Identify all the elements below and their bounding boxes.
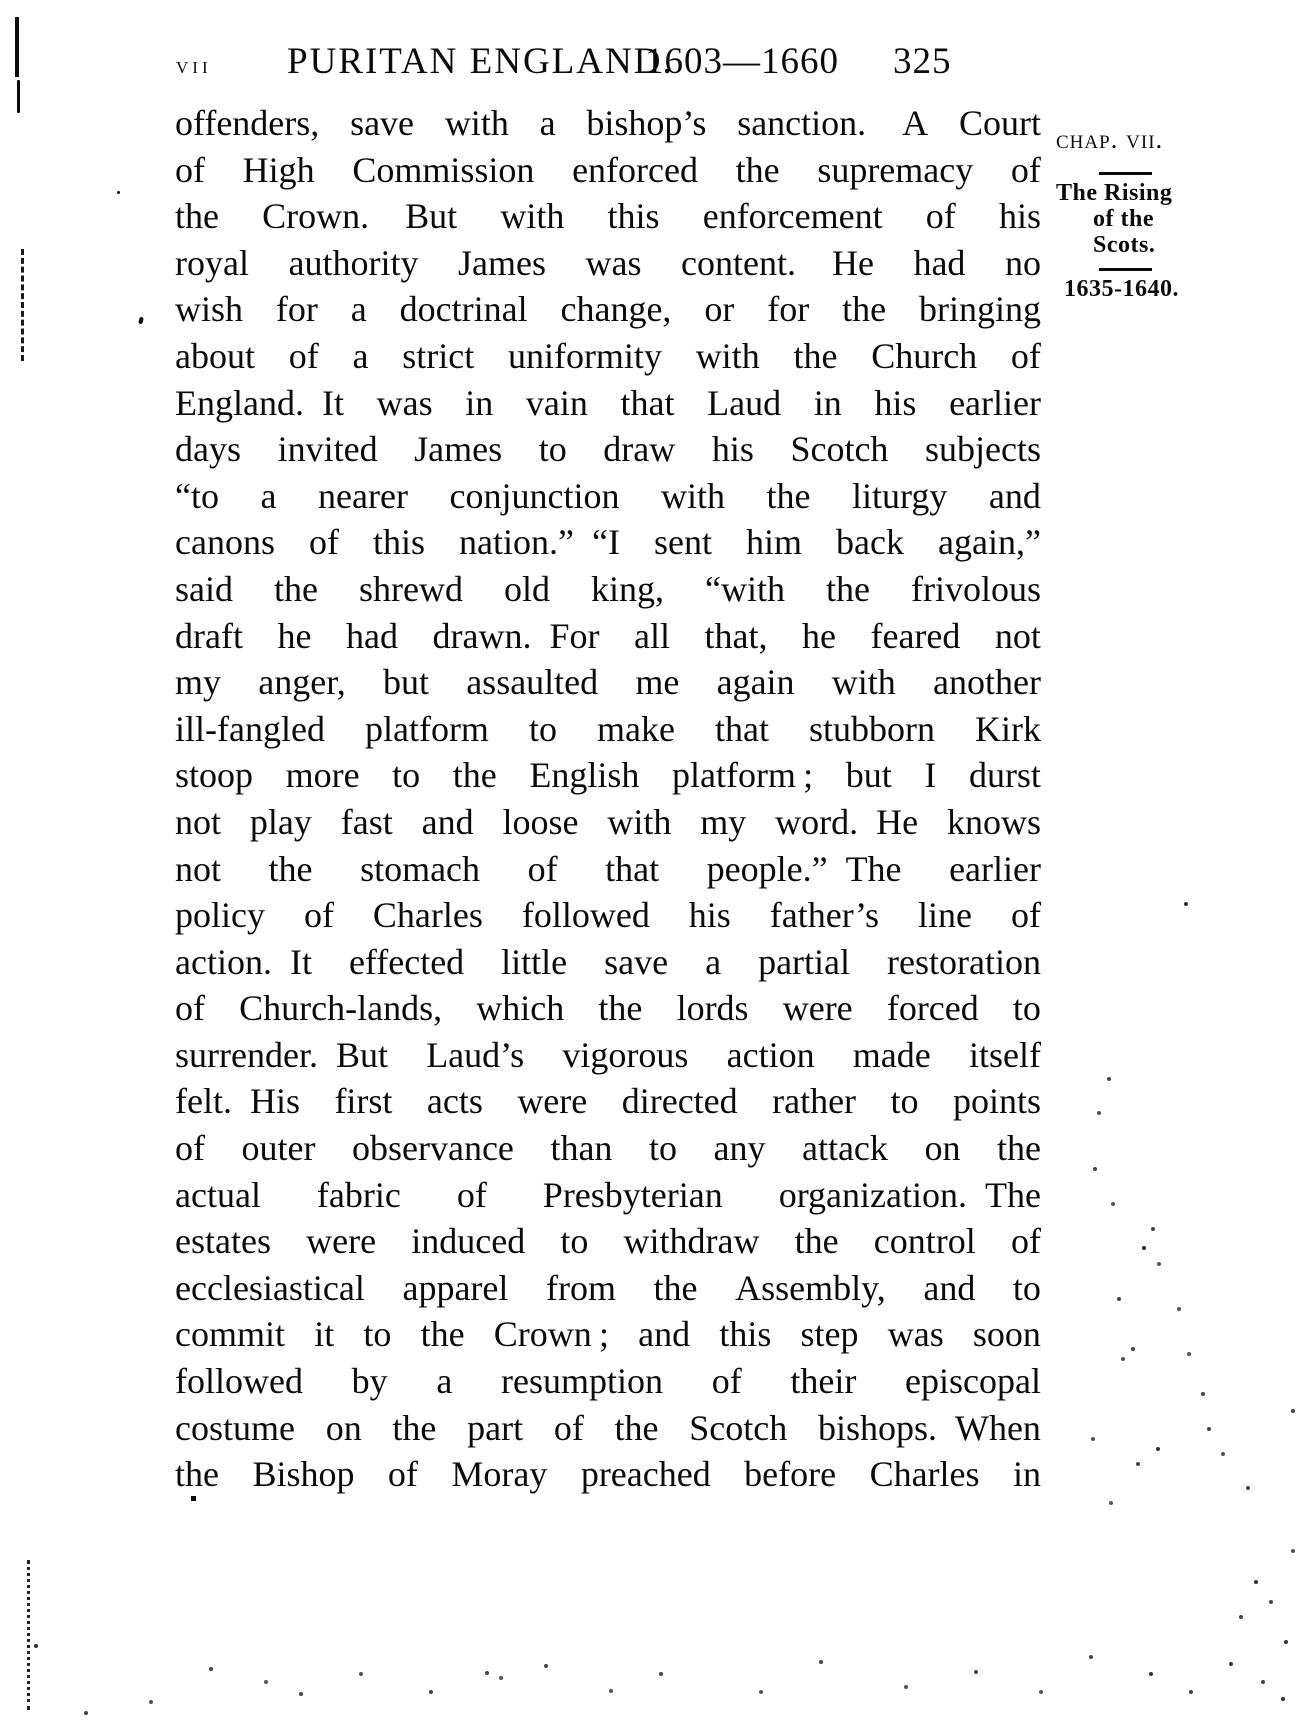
text-line: actual fabric of Presbyterian organization. The [175, 1174, 1041, 1215]
text-line: ill-fangled platform to make that stubborn Kirk [175, 708, 1041, 749]
text-line: of High Commission enforced the supremacy of [175, 149, 1041, 190]
margin-rule-top [1099, 172, 1152, 175]
running-date-range: 1603—1660 [645, 41, 839, 82]
margin-note-line: The Rising [1056, 180, 1173, 206]
scan-artifact-left-dots [27, 1560, 30, 1710]
text-line: “to a nearer conjunction with the liturgy and [175, 475, 1041, 516]
body-text [175, 100, 1041, 1498]
scan-noise-speckles [0, 0, 2, 2]
text-line: the Crown. But with this enforcement of his [175, 196, 1041, 237]
margin-rule-bottom [1099, 268, 1152, 271]
text-line: of outer observance than to any attack on the [175, 1128, 1041, 1169]
text-line: not play fast and loose with my word. He knows [175, 801, 1041, 842]
margin-note [1056, 180, 1226, 258]
scan-artifact-dot [191, 1496, 196, 1501]
text-line: about of a strict uniformity with the Church of [175, 335, 1041, 376]
scan-artifact-dot [117, 191, 120, 194]
running-title: PURITAN ENGLAND. [287, 41, 674, 82]
text-line: the Bishop of Moray preached before Charles in [175, 1454, 1041, 1495]
page-number: 325 [893, 41, 952, 82]
margin-note-line: of the [1093, 206, 1154, 232]
text-line: said the shrewd old king, “with the frivolous [175, 568, 1041, 609]
margin-note-line: Scots. [1093, 232, 1156, 258]
text-line: surrender. But Laud’s vigorous action made itself [175, 1034, 1041, 1075]
text-line: of Church-lands, which the lords were forced to [175, 988, 1041, 1029]
text-line: ecclesiastical apparel from the Assembly, and to [175, 1267, 1041, 1308]
text-line: costume on the part of the Scotch bishops. When [175, 1407, 1041, 1448]
text-line: not the stomach of that people.” The earlier [175, 848, 1041, 889]
scan-artifact-left-dashes [21, 249, 24, 361]
text-line: wish for a doctrinal change, or for the bringing [175, 289, 1041, 330]
margin-date-note: 1635-1640. [1064, 276, 1179, 302]
text-line: action. It effected little save a partial restoration [175, 941, 1041, 982]
scan-artifact-left-line [17, 80, 20, 113]
text-line: England. It was in vain that Laud in his earlier [175, 382, 1041, 423]
text-line: offenders, save with a bishop’s sanction. A Court [175, 103, 1041, 143]
text-line: days invited James to draw his Scotch subjects [175, 429, 1041, 470]
text-line: canons of this nation.” “I sent him back again,” [175, 522, 1041, 563]
text-line: my anger, but assaulted me again with another [175, 662, 1041, 703]
text-line: royal authority James was content. He had no [175, 242, 1041, 283]
text-line: policy of Charles followed his father’s line of [175, 895, 1041, 936]
margin-chapter-label: chap. vii. [1056, 124, 1164, 154]
running-chapter-numeral: vii [176, 53, 212, 79]
text-line: draft he had drawn. For all that, he feared not [175, 615, 1041, 656]
text-line: followed by a resumption of their episcopal [175, 1361, 1041, 1402]
text-line: estates were induced to withdraw the control of [175, 1221, 1041, 1262]
text-line: stoop more to the English platform ; but I durst [175, 755, 1041, 796]
text-line: commit it to the Crown ; and this step was soon [175, 1314, 1041, 1355]
scan-artifact-mark [138, 317, 144, 325]
text-line: felt. His first acts were directed rather to points [175, 1081, 1041, 1122]
scan-artifact-left-line [15, 17, 19, 77]
